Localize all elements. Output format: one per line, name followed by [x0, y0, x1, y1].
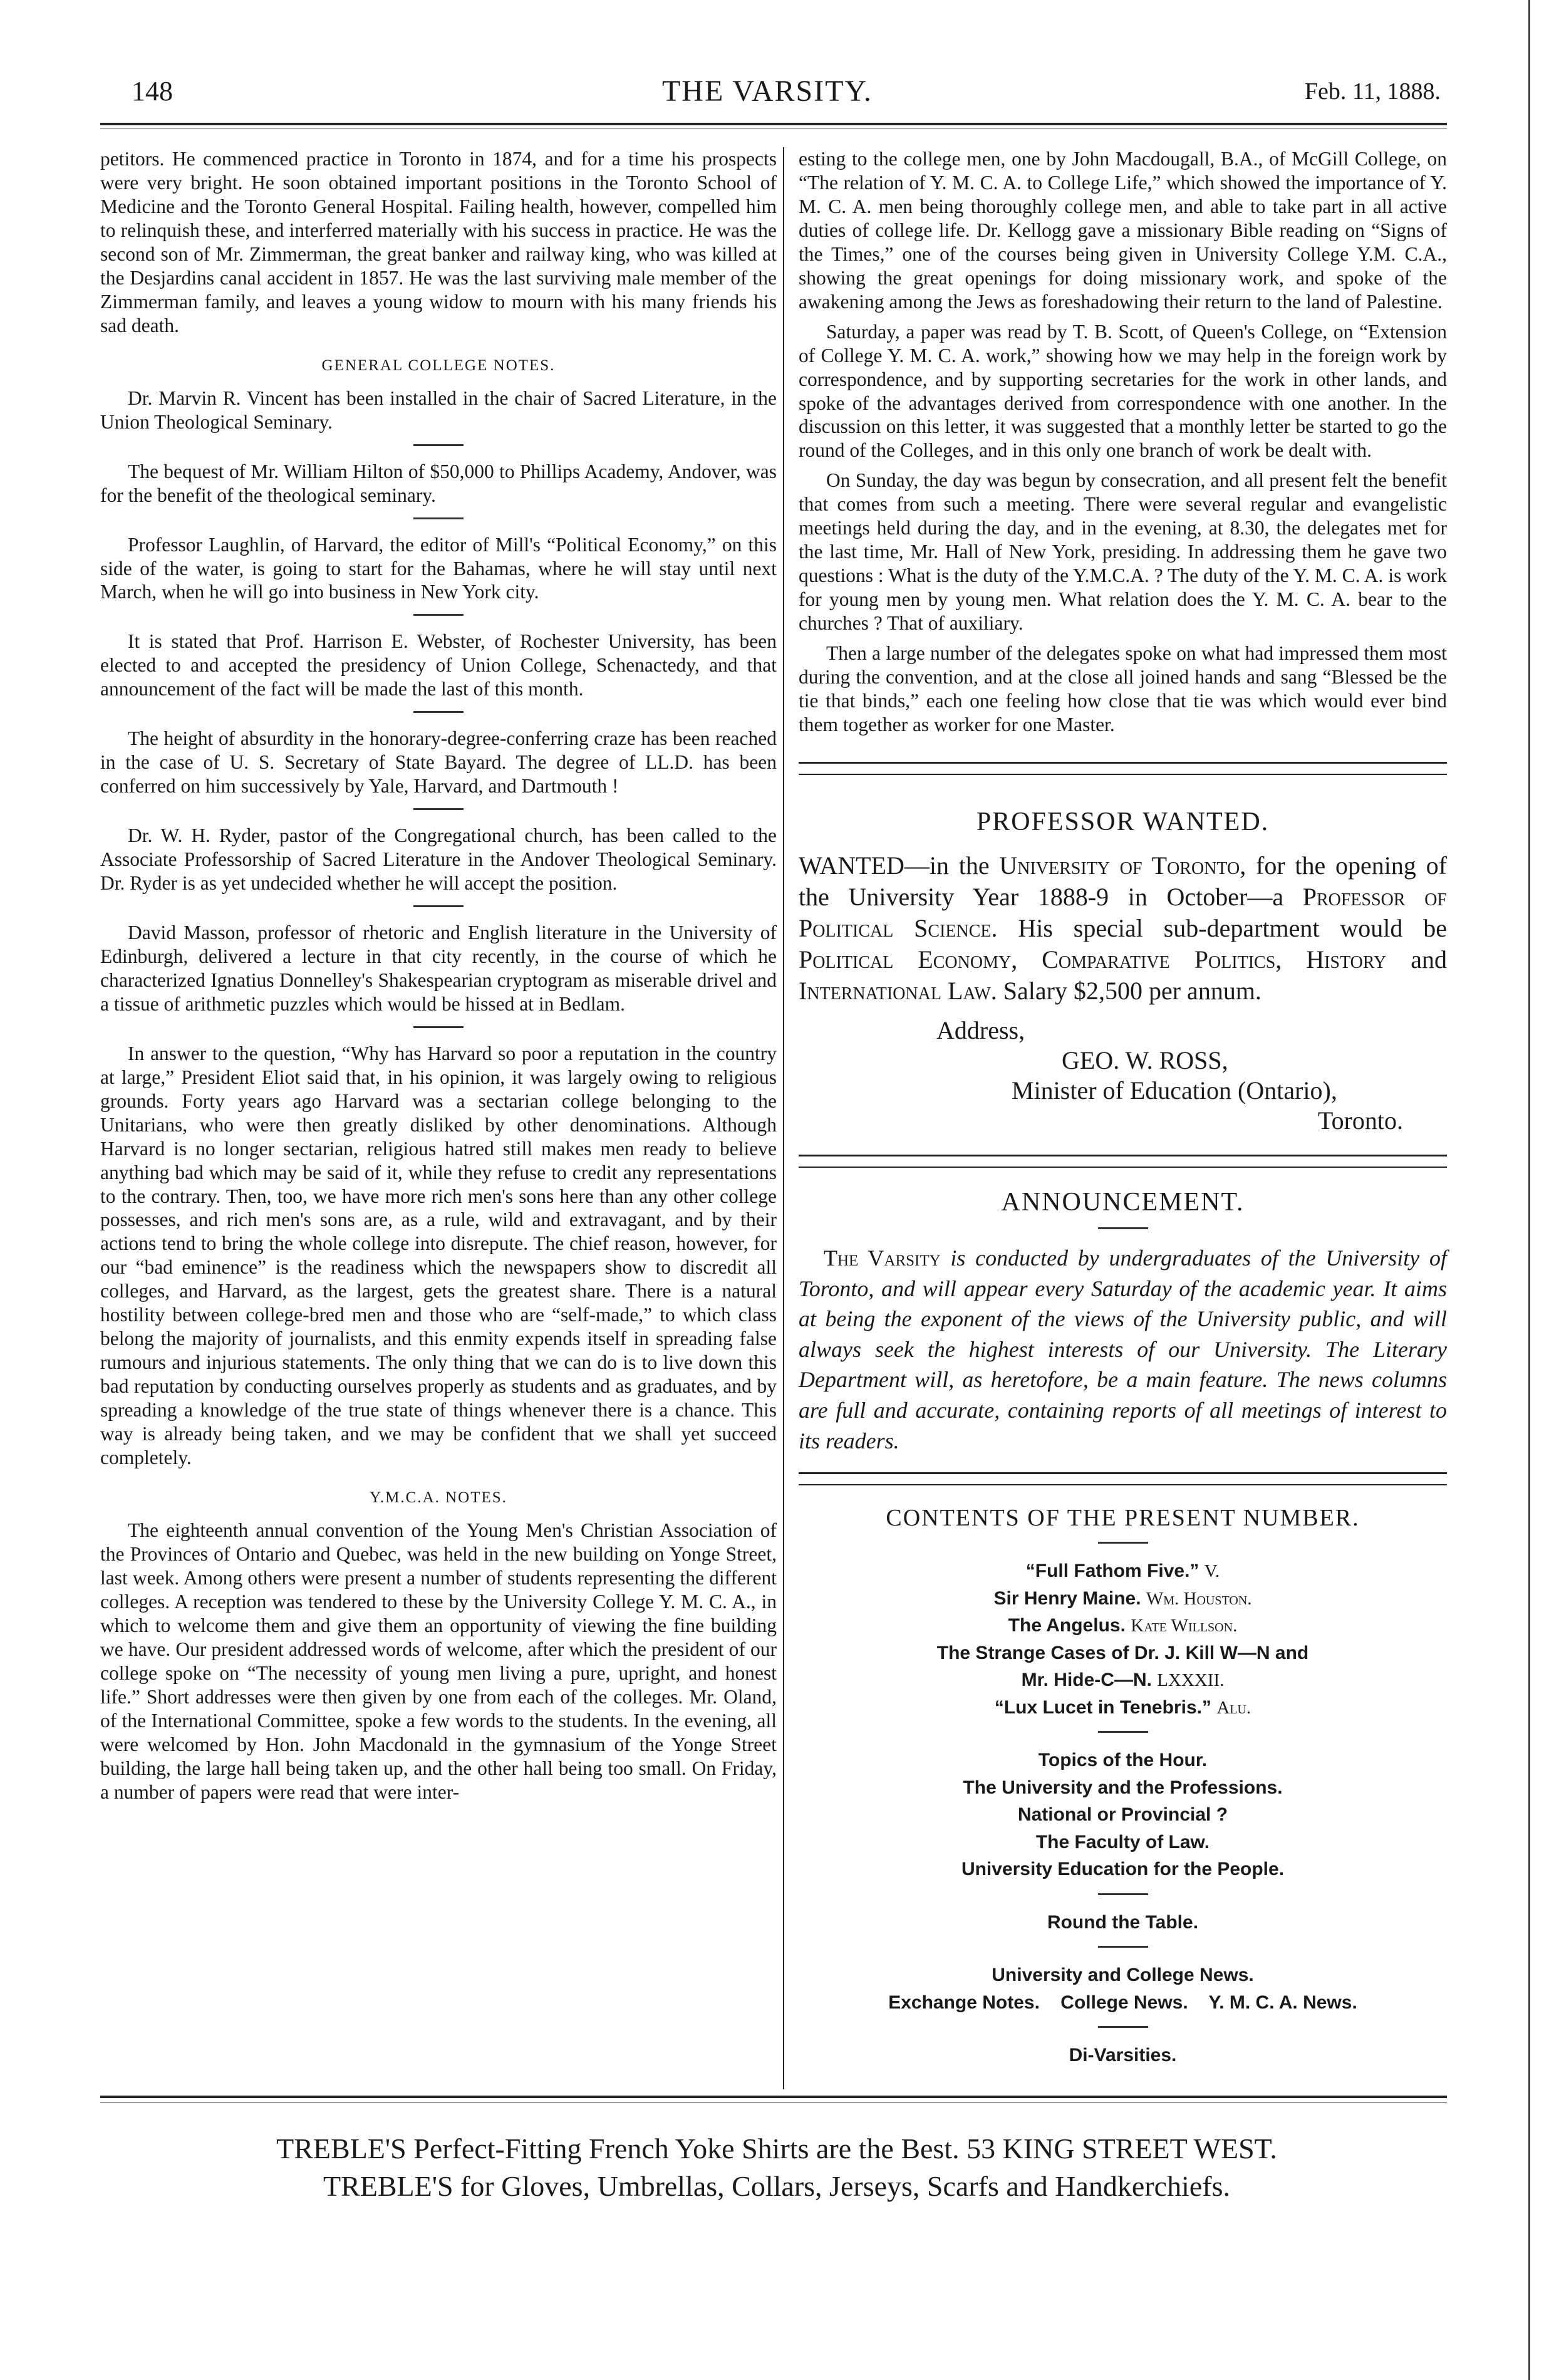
left-column: [100, 147, 777, 1811]
contents-group: [799, 1962, 1447, 2016]
note-paragraph: In answer to the question, “Why has Harvard so poor a reputation in the country at large,” President Eliot said that, in his opinion, it was largely owing to religious grounds. Forty years ago Harvard was a sectarian college belonging to the Unitarians, who were then greatly disliked by other denominations. Although Harvard is no longer sectarian, religious hatred still makes men ready to believe anything bad which may be said of it, while they refuse to credit any representations to the contrary. Then, too, we have more rich men's sons here than any other college possesses, and rich men's sons are, as a rule, wild and extravagant, and by their actions tend to bring the whole college into disrepute. The chief reason, however, for our “bad eminence” is the readiness which the newspapers show to discredit all colleges, and Harvard, as the largest, gets the greatest share. There is a natural hostility between college-bred men and those who are “self-made,” to which class belong the majority of journalists, and this enmity expends itself in spreading false rumours and injurious statements. The only thing that we can do is to live down this bad reputation by conducting ourselves properly as students and as graduates, and by spreading a knowledge of the true state of things whenever there is a chance. This way is already being taken, and we may be confident that we shall yet succeed completely.: [100, 1042, 777, 1469]
contents-item: Y. M. C. A. News.: [1208, 1992, 1357, 2013]
contents-item: [799, 1557, 1447, 1585]
ymca-continuation: esting to the college men, one by John Macdougall, B.A., of McGill College, on “The relation of Y. M. C. A. to College Life,” which showed the importance of Y. M. C. A. men being thoroughly college men, and able to take part in all active duties of college life. Dr. Kellogg gave a missionary Bible reading on “Signs of the Times,” one of the courses being given in University College Y.M. C.A., showing the great openings for doing missionary work, and spoke of the awakening among the Jews as foreshadowing their return to the land of Palestine.: [799, 148, 1447, 313]
note-paragraph: Dr. W. H. Ryder, pastor of the Congregational church, has been called to the Associate Professorship of Sacred Literature in the Andover Theological Seminary. Dr. Ryder is as yet undecided whether he will accept the position.: [100, 824, 777, 895]
note-paragraph: Professor Laughlin, of Harvard, the editor of Mill's “Political Economy,” on this side of the water, is going to start for the Bahamas, where he will stay until next March, when he will go into business in New York city.: [100, 533, 777, 603]
running-header: [94, 69, 1441, 113]
item-title: “Full Fathom Five.”: [1025, 1561, 1199, 1582]
address-city: Toronto.: [1317, 1106, 1403, 1135]
masthead-title: THE VARSITY.: [661, 75, 873, 108]
item-title: “Lux Lucet in Tenebris.”: [994, 1697, 1211, 1718]
announcement-lead: The Varsity: [824, 1245, 941, 1271]
ymca-paragraph: On Sunday, the day was begun by consecration, and all present felt the benefit that comes from such a meeting. There were several regular and evangelistic meetings held during the day, and in the evening, at 8.30, the delegates met for the last time, Mr. Hall of New York, presiding. In addressing them he gave two questions : What is the duty of the Y.M.C.A. ? The duty of the Y. M. C. A. is work for young men by young men. What relation does the Y. M. C. A. bear to the churches ? That of auxiliary.: [799, 469, 1447, 635]
item-title: Mr. Hide-C—N.: [1021, 1670, 1152, 1691]
item-author: Wm. Houston.: [1146, 1588, 1252, 1609]
announcement-heading: ANNOUNCEMENT.: [1001, 1188, 1245, 1217]
note-paragraph: The height of absurdity in the honorary-degree-conferring craze has been reached in the case of U. S. Secretary of State Bayard. The degree of LL.D. has been conferred on him successively by Yale, Harvard, and Dartmouth !: [100, 727, 777, 798]
page-number: 148: [132, 76, 173, 107]
footer-line: TREBLE'S Perfect-Fitting French Yoke Shirts are the Best. 53 KING STREET WEST.: [276, 2133, 1277, 2164]
footer-rule: [100, 2096, 1447, 2098]
address-role: Minister of Education (Ontario),: [1012, 1076, 1337, 1105]
item-author: LXXXII.: [1157, 1670, 1225, 1691]
contents-item: National or Provincial ?: [1017, 1804, 1228, 1826]
item-title: The Strange Cases of Dr. J. Kill W—N and: [936, 1642, 1309, 1663]
divider: [1098, 1893, 1148, 1895]
contents-item: The Faculty of Law.: [1035, 1831, 1210, 1853]
divider: [1098, 1542, 1148, 1544]
footer-line: TREBLE'S for Gloves, Umbrellas, Collars, Jerseys, Scarfs and Handkerchiefs.: [323, 2170, 1230, 2202]
address-label: Address,: [936, 1016, 1025, 1045]
contents-group: [799, 1557, 1447, 1721]
header-rule: [100, 123, 1447, 125]
column-rule: [783, 147, 784, 2089]
contents-heading: CONTENTS OF THE PRESENT NUMBER.: [886, 1505, 1360, 1532]
announcement-text: [799, 1243, 1447, 1456]
advertisement-footer: [188, 2130, 1365, 2205]
contents-list: [799, 1557, 1447, 2069]
contents-item: The University and the Professions.: [963, 1777, 1283, 1798]
divider: [413, 444, 464, 446]
ad-text: , for the opening of the University Year 1888-9 in October—a: [799, 851, 1448, 912]
contents-item: Round the Table.: [1047, 1911, 1199, 1933]
item-title: The Angelus.: [1008, 1615, 1126, 1636]
issue-date: Feb. 11, 1888.: [1304, 78, 1441, 105]
note-paragraph: Dr. Marvin R. Vincent has been installed in the chair of Sacred Literature, in the Union Theological Seminary.: [100, 387, 777, 433]
contents-item: Exchange Notes.: [888, 1992, 1040, 2013]
page-edge: [1528, 0, 1530, 2380]
contents-group: [799, 1747, 1447, 1883]
general-notes-heading: GENERAL COLLEGE NOTES.: [321, 356, 556, 374]
section-rule: [799, 1155, 1447, 1168]
divider: [413, 808, 464, 810]
divider: [413, 905, 464, 907]
ymca-paragraph: Then a large number of the delegates spoke on what had impressed them most during the convention, and at the close all joined hands and sang “Blessed be the tie that binds,” each one feeling how close that tie was which would ever bind them together as worker for one Master.: [799, 642, 1447, 735]
item-title: Sir Henry Maine.: [993, 1588, 1141, 1609]
ad-text: International Law: [799, 977, 991, 1006]
announcement-body: is conducted by undergraduates of the University of Toronto, and will appear every Saturday of the academic year. It aims at being the exponent of the views of the University public, and will always seek the highest interests of our University. The Literary Department will, as heretofore, be a main feature. The news columns are full and accurate, containing reports of all meetings of interest to its readers.: [799, 1245, 1447, 1453]
address-name: GEO. W. ROSS,: [1062, 1046, 1228, 1075]
item-author: V.: [1204, 1561, 1220, 1582]
ad-text: University of Toronto: [999, 851, 1240, 880]
contents-item: Di-Varsities.: [1069, 2045, 1177, 2066]
ad-text: . Salary $2,500 per annum.: [990, 977, 1261, 1006]
contents-item: [799, 1694, 1447, 1722]
professor-wanted-ad: [799, 850, 1447, 1007]
contents-item: [799, 1585, 1447, 1613]
contents-item: Topics of the Hour.: [1038, 1750, 1208, 1771]
ymca-paragraph: The eighteenth annual convention of the Young Men's Christian Association of the Provinces of Ontario and Quebec, was held in the new building on Yonge Street, last week. Among others were present a number of students representing the different colleges. A reception was tendered to these by the University College Y. M. C. A., in which to welcome them and give them an opportunity of viewing the fine building we have. Our president addressed words of welcome, after which the president of our college spoke on “The necessity of young men living a pure, upright, and honest life.” Short addresses were then given by one from each of the colleges. Mr. Oland, of the International Committee, spoke a few words to the students. In the evening, all were welcomed by Hon. John Macdonald in the gymnasium of the Yonge Street building, the large hall being taken up, and the other hall being too small. On Friday, a number of papers were read that were inter-: [100, 1519, 777, 1803]
divider: [1098, 1731, 1148, 1733]
section-rule: [799, 762, 1447, 775]
ad-address: [799, 1016, 1447, 1136]
ad-text: Professor of Political Science: [799, 883, 1447, 943]
contents-item: University and College News.: [992, 1965, 1254, 1986]
note-paragraph: It is stated that Prof. Harrison E. Webster, of Rochester University, has been elected to and accepted the presidency of Union College, Schenactedy, and that announcement of the fact will be made the last of this month.: [100, 630, 777, 700]
divider: [413, 711, 464, 713]
item-author: Alu.: [1216, 1697, 1251, 1718]
contents-item: [799, 1639, 1447, 1667]
note-paragraph: David Masson, professor of rhetoric and English literature in the University of Edinburgh, delivered a lecture in that city recently, in the course of which he characterized Ignatius Donnelley's Shakespearian cryptogram as miserable drivel and a tissue of arithmetic puzzles which would be hissed at in Bedlam.: [100, 922, 777, 1015]
ad-text: . His special sub-department would be: [991, 914, 1447, 943]
ad-text: Political Economy, Comparative Politics, History: [799, 945, 1387, 974]
section-rule: [799, 1472, 1447, 1485]
divider: [1098, 1227, 1148, 1229]
item-author: Kate Willson.: [1131, 1616, 1238, 1636]
note-paragraph: The bequest of Mr. William Hilton of $50,000 to Phillips Academy, Andover, was for the benefit of the theological seminary.: [100, 460, 777, 506]
contents-item-row: [799, 1989, 1447, 2017]
contents-item: [799, 1612, 1447, 1639]
ad-text: WANTED—in the: [799, 851, 1000, 880]
contents-item: College News.: [1060, 1992, 1188, 2013]
divider: [1098, 1946, 1148, 1948]
contents-item: [799, 1666, 1447, 1694]
divider: [413, 1026, 464, 1028]
ymca-notes-heading: Y.M.C.A. NOTES.: [370, 1489, 507, 1506]
divider: [1098, 2026, 1148, 2028]
ymca-paragraph: Saturday, a paper was read by T. B. Scott, of Queen's College, on “Extension of College Y. M. C. A. work,” showing how we may help in the foreign work by correspondence, and by supporting secretaries for the work in other lands, and spoke of the advantages derived from correspondence with one another. In the discussion on this letter, it was suggested that a monthly letter be started to go the round of the Colleges, and in this only one branch of work be dealt with.: [799, 320, 1447, 462]
contents-item: University Education for the People.: [961, 1859, 1285, 1880]
professor-wanted-heading: PROFESSOR WANTED.: [976, 807, 1270, 836]
divider: [413, 614, 464, 616]
obituary-continuation: petitors. He commenced practice in Toronto in 1874, and for a time his prospects were very bright. He soon obtained important positions in the Toronto School of Medicine and the Toronto General Hospital. Failing health, however, compelled him to relinquish these, and interferred materially with his success in practice. He was the second son of Mr. Zimmerman, the great banker and railway king, who was killed at the Desjardins canal accident in 1857. He was the last surviving male member of the Zimmerman family, and leaves a young widow to mourn with his many friends his sad death.: [100, 148, 777, 336]
divider: [413, 517, 464, 519]
right-column: [799, 147, 1447, 2069]
ad-text: and: [1386, 945, 1447, 974]
